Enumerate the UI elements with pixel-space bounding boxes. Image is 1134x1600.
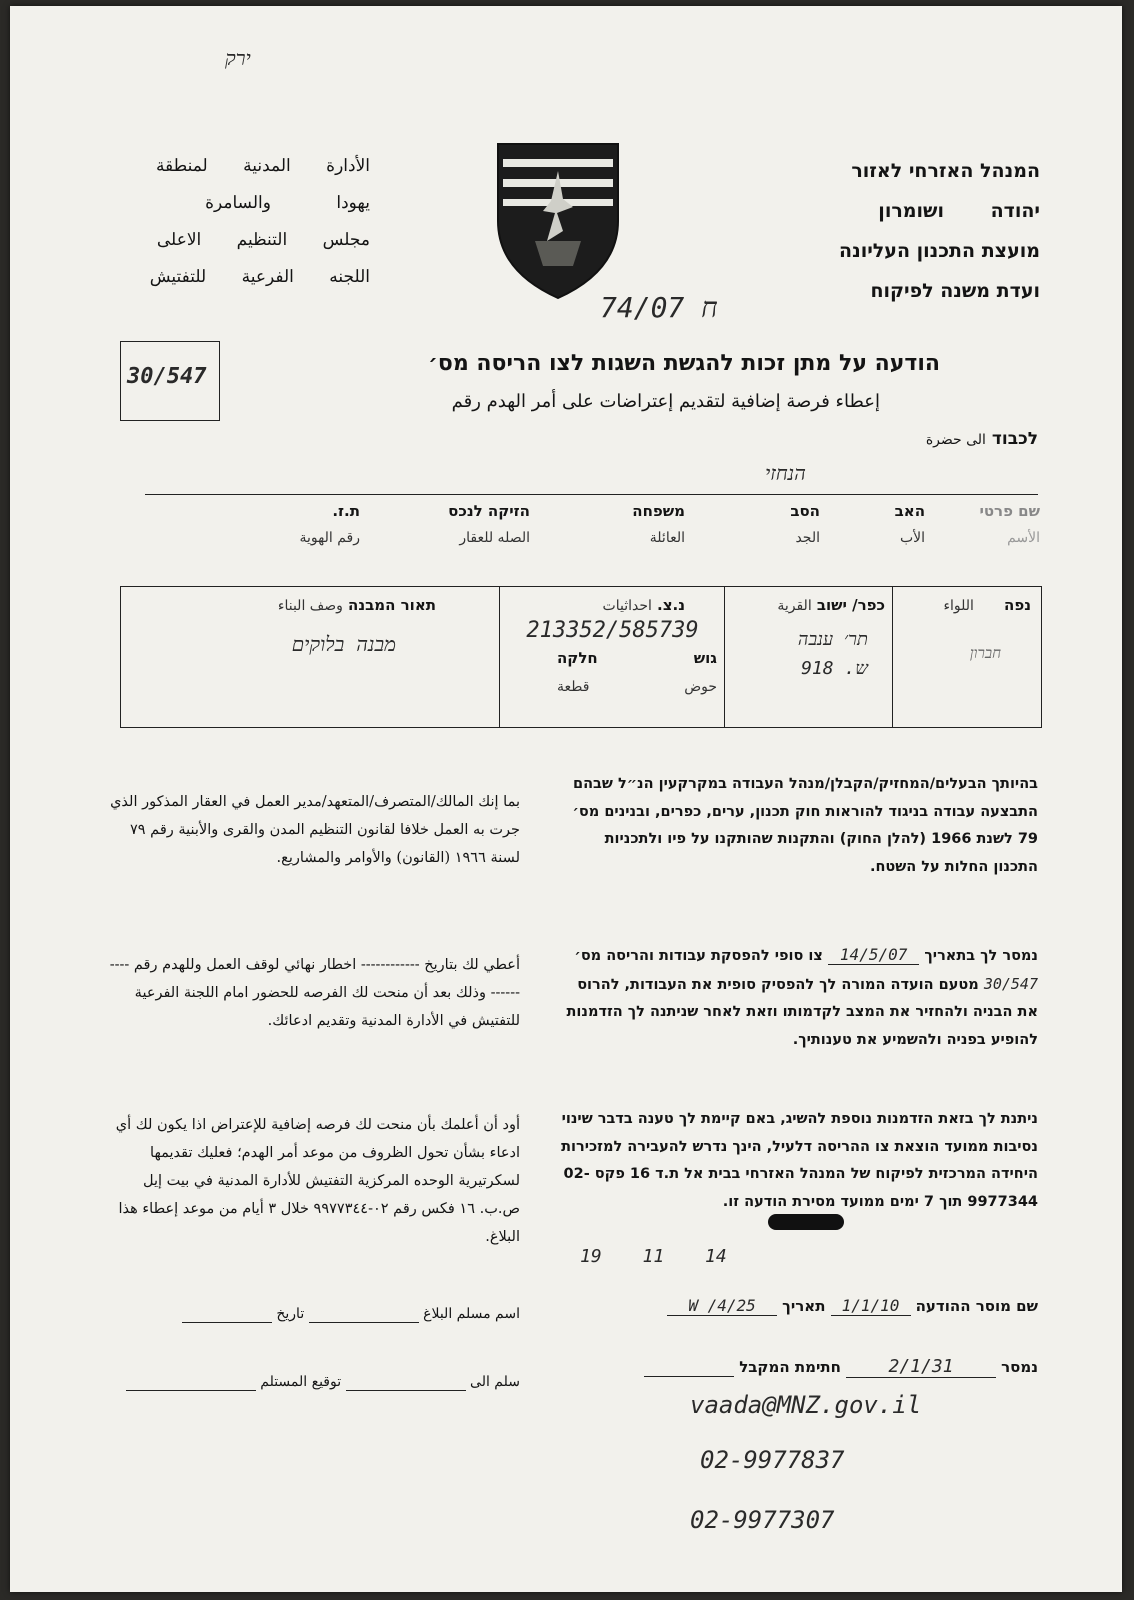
field-property-relation: הזיקה לנכס الصله للعقار <box>448 502 530 546</box>
delivery-label: שם מוסר ההודעה <box>915 1297 1038 1315</box>
parcel-label: חלקה <box>557 649 598 667</box>
arabic-paragraph-1: بما إنك المالك/المتصرف/المتعهد/مدير العمل في العقار المذكور الذي جرت به العمل خلافا لقانون التنظيم المدن والقرى والأبنية رقم ٧٩ لسنة ١٩٦٦ (القانون) والأوامر والمشاريع. <box>110 794 520 866</box>
cell-village: כפר/ ישוב القرية תר׳ ענבה ש. 918 <box>724 587 893 727</box>
delivery-line <box>570 1296 1038 1316</box>
order-number: 30/547 <box>127 364 207 389</box>
field-family: משפחה العائلة <box>632 502 685 546</box>
field-first-name: שם פרטי الأسم <box>979 502 1040 546</box>
cell-building-description: תאור המבנה وصف البناء מבנה בלוקים <box>121 587 496 727</box>
salutation-arabic: الى حضرة <box>925 432 986 448</box>
hebrew-header-line: המנהל האזרחי לאזור <box>851 160 1040 182</box>
document-page <box>10 6 1122 1592</box>
hebrew-header-line: יהודה ושומרון <box>878 200 1040 222</box>
field-grandfather: הסב الجد <box>790 502 820 546</box>
handwritten-dates: 19 11 14 <box>580 1246 727 1267</box>
arabic-recipient-line <box>85 1306 520 1323</box>
giver-label: נמסר <box>1001 1358 1038 1376</box>
hebrew-header <box>740 151 1040 311</box>
handwritten-email: vaada@MNZ.gov.il <box>690 1391 922 1419</box>
arabic-paragraph-2: أعطي لك بتاريخ ------------ اخطار نهائي لوقف العمل وللهدم رقم ---------- وذلك بعد أن منحت لك الفرصه للحضور امام اللجنة الفرعية للتفتيش في الأدارة المدنية وتقديم ادعائك. <box>109 957 520 1029</box>
block-label-ar: حوض <box>684 679 717 695</box>
village-value-2: ש. 918 <box>801 658 868 679</box>
arabic-header-line: مجلس التنظيم الاعلى <box>156 230 370 250</box>
giver-value: 2/1/31 <box>846 1356 996 1378</box>
notice-title-hebrew: הודעה על מתן זכות להגשת השגות לצו הריסה מס׳ <box>428 351 940 376</box>
receiver-signature-label: חתימת המקבל <box>739 1358 841 1376</box>
arabic-date-line <box>182 1306 272 1323</box>
delivery-date-label: תאריך <box>782 1297 826 1315</box>
hebrew-paragraph-3: ניתנת לך בזאת הזדמנות נוספת להשיג, באם קיימת לך טענה בדבר שינוי נסיבות ממועד הוצאת צו ההריסה דלעיל, הינך נדרש להעבירה למזכירות היחידה המרכזית לפיקוח של המנהל האזרחי בבית אל ת.ד 16 פקס 02-9977344 תוך 7 ימים ממועד מסירת הודעה זו. <box>561 1111 1038 1210</box>
arabic-date-label: تاريخ <box>276 1306 305 1322</box>
block-label: גוש <box>693 649 717 667</box>
arabic-header <box>120 156 370 304</box>
receiver-line <box>570 1356 1038 1378</box>
redaction-mark <box>768 1214 844 1230</box>
emblem-icon <box>495 141 621 301</box>
recipient-signature-line <box>126 1374 256 1391</box>
arabic-header-line: الأدارة المدنية لمنطقة <box>155 156 370 176</box>
coordinates-value: 213352/585739 <box>526 618 699 643</box>
addressee-line <box>145 494 1038 495</box>
handwritten-note-top: ירק <box>225 46 251 70</box>
cell-district: נפה اللواء חברון <box>892 587 1041 727</box>
salutation <box>860 429 1038 449</box>
person-fields <box>210 502 1040 546</box>
delivered-to-line <box>346 1374 466 1391</box>
notice-date: 14/5/07 <box>828 945 919 965</box>
arabic-header-line: اللجنه الفرعية للتفتيش <box>149 267 370 287</box>
civil-administration-emblem <box>495 141 621 301</box>
order-number-box <box>120 341 220 421</box>
notice-title-arabic: إعطاء فرصة إضافية لتقديم إعتراضات على أمر الهدم رقم <box>451 391 880 412</box>
delivered-to-label: سلم الى <box>470 1374 520 1390</box>
village-value: תר׳ ענבה <box>797 629 868 650</box>
delivery-date-value: W /4/25 <box>667 1296 777 1316</box>
hebrew-paragraph-1: בהיותך הבעלים/המחזיק/הקבלן/מנהל העבודה במקרקעין הנ״ל שבהם התבצעה עבודה בניגוד להוראות חוק תכנון, ערים, כפרים, ובנינים מס׳ 79 לשנת 1966 (להלן החוק) והתקנות שהותקנו על פיו ולתכניות התכנון החלות על השטח. <box>572 776 1038 875</box>
recipient-name-label: اسم مسلم البلاغ <box>423 1306 520 1322</box>
receiver-signature-line <box>644 1357 734 1377</box>
parcel-label-ar: قطعة <box>557 679 590 695</box>
field-id-number: ת.ז. رقم الهوية <box>299 502 360 546</box>
addressee-handwritten: הנחזי <box>765 461 806 485</box>
arabic-signature-line <box>70 1374 520 1391</box>
handwritten-phone-2: 02-9977307 <box>690 1506 835 1534</box>
hebrew-header-line: ועדת משנה לפיקוח <box>870 280 1040 302</box>
field-father: האב الأب <box>894 502 925 546</box>
order-number-inline: 30/547 <box>983 974 1038 993</box>
hebrew-paragraph-2: נמסר לך בתאריך 14/5/07 צו סופי להפסקת עבודות והריסה מס׳ 30/547 מטעם הועדה המורה לך להפסיק סופית את העבודות, להרוס את הבניה ולהחזיר את המצב לקדמותו וזאת לאחר שניתנה לך הזדמנות להופיע בפניה ולהשמיע את טענותיך. <box>566 945 1038 1048</box>
arabic-paragraph-3: أود أن أعلمك بأن منحت لك فرصه إضافية للإعتراض اذا يكون لك أي ادعاء بشأن تحول الظروف من موعد أمر الهدم؛ فعليك تقديمها لسكرتيرية الوحده المركزية التفتيش للأدارة المدنية في بيت إيل ص.ب. ١٦ فكس رقم ٠٢-٩٩٧٧٣٤٤ خلال ٣ أيام من موعد إعطاء هذا البلاغ. <box>115 1117 520 1245</box>
handwritten-reference: 74/07 ח <box>600 291 718 324</box>
cell-coordinates: נ.צ. احداثيات 213352/585739 גוש חלקה حوض قطعة <box>499 587 725 727</box>
arabic-header-line: يهودا والسامرة <box>205 193 370 213</box>
salutation-hebrew: לכבוד <box>991 429 1038 449</box>
delivery-name-value: 1/1/10 <box>831 1296 911 1316</box>
recipient-signature-label: توقيع المستلم <box>260 1374 342 1390</box>
handwritten-phone-1: 02-9977837 <box>700 1446 845 1474</box>
location-table <box>120 586 1042 728</box>
recipient-name-line <box>309 1306 419 1323</box>
building-description-value: מבנה בלוקים <box>291 632 396 656</box>
district-value: חברון <box>969 644 1001 662</box>
hebrew-header-line: מועצת התכנון העליונה <box>839 240 1040 262</box>
